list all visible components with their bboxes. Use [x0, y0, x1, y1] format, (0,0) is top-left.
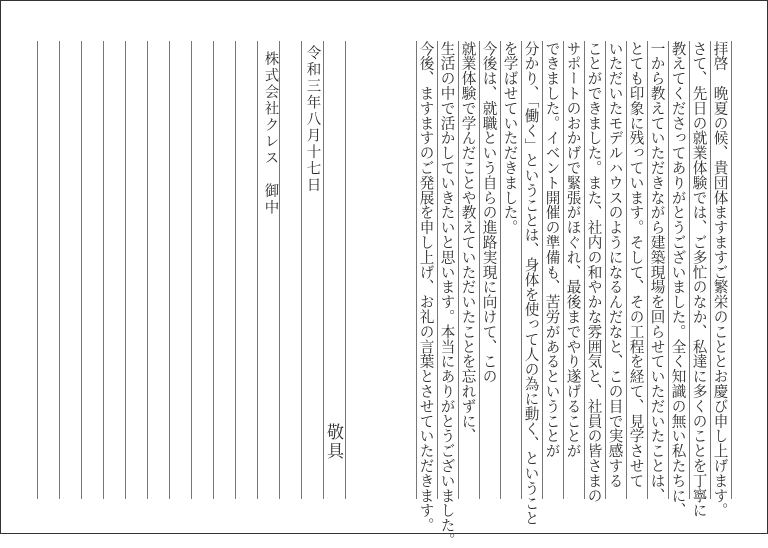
letter-line-15: 今後、ますますのご発展を申し上げ、お礼の言葉とさせていただきます。 — [417, 41, 435, 533]
letter-line-11: を学ばせていただきました。 — [501, 41, 519, 235]
rule-line — [563, 41, 564, 499]
rule-line — [668, 41, 669, 499]
rule-line — [103, 41, 104, 499]
rule-line — [81, 41, 82, 499]
letter-line-1: 拝啓 晩夏の候、貴団体ますますご繁栄のこととお慶び申し上げます。 — [711, 41, 729, 518]
letter-line-14: 生活の中で活かしていきたいと思います。本当にありがとうございました。 — [438, 41, 456, 548]
rule-line — [500, 41, 501, 499]
rule-line — [479, 41, 480, 499]
recipient-company: 株式会社クレス 御中 — [262, 51, 279, 216]
letter-line-3: 教えてくださってありがとうございました。全く知識の無い私たちに、 — [669, 41, 687, 518]
rule-line — [169, 41, 170, 499]
rule-line — [191, 41, 192, 499]
letter-line-2: さて、先日の就業体験では、ご多忙のなか、私達に多くのことを丁寧に — [690, 41, 708, 518]
letter-line-10: 分かり、「働く」ということは、身体を使って人の為に動く、ということ — [522, 41, 540, 526]
rule-line — [416, 41, 417, 499]
letter-line-9: できました。イベント開催の準備も、苦労があるということが — [543, 41, 561, 459]
rule-line — [689, 41, 690, 499]
letter-line-4: 一から教えていただきながら建築現場を回らせていただいたことは、 — [648, 41, 666, 503]
rule-line — [147, 41, 148, 499]
rule-line — [213, 41, 214, 499]
rule-line — [279, 41, 280, 499]
rule-line — [125, 41, 126, 499]
letter-line-7: ことができました。また、社内の和やかな雰囲気と、社員の皆さまの — [585, 41, 603, 503]
rule-line — [710, 41, 711, 499]
rule-line — [301, 41, 302, 499]
rule-line — [458, 41, 459, 499]
rule-line — [731, 41, 732, 499]
letter-line-12: 今後は、就職という自らの進路実現に向けて、この — [480, 41, 498, 384]
rule-line — [235, 41, 236, 499]
letter-line-5: とても印象に残っています。そして、その工程を経て、見学させて — [627, 41, 645, 488]
rule-line — [521, 41, 522, 499]
letter-line-6: いただいたモデルハウスのようになるんだなと、この目で実感する — [606, 41, 624, 488]
closing-word: 敬具 — [323, 423, 343, 461]
rule-line — [542, 41, 543, 499]
rule-line — [345, 41, 346, 499]
letter-line-8: サポートのおかげで緊張がほぐれ、最後までやり遂げることが — [564, 41, 582, 459]
rule-line — [647, 41, 648, 499]
rule-line — [257, 41, 258, 499]
rule-line — [626, 41, 627, 499]
rule-line — [605, 41, 606, 499]
letter-line-13: 就業体験で学んだことや教えていただいたことを忘れずに、 — [459, 41, 477, 444]
letter-date: 令和三年八月十七日 — [304, 45, 321, 194]
rule-line — [437, 41, 438, 499]
rule-line — [584, 41, 585, 499]
rule-line — [59, 41, 60, 499]
rule-line — [37, 41, 38, 499]
